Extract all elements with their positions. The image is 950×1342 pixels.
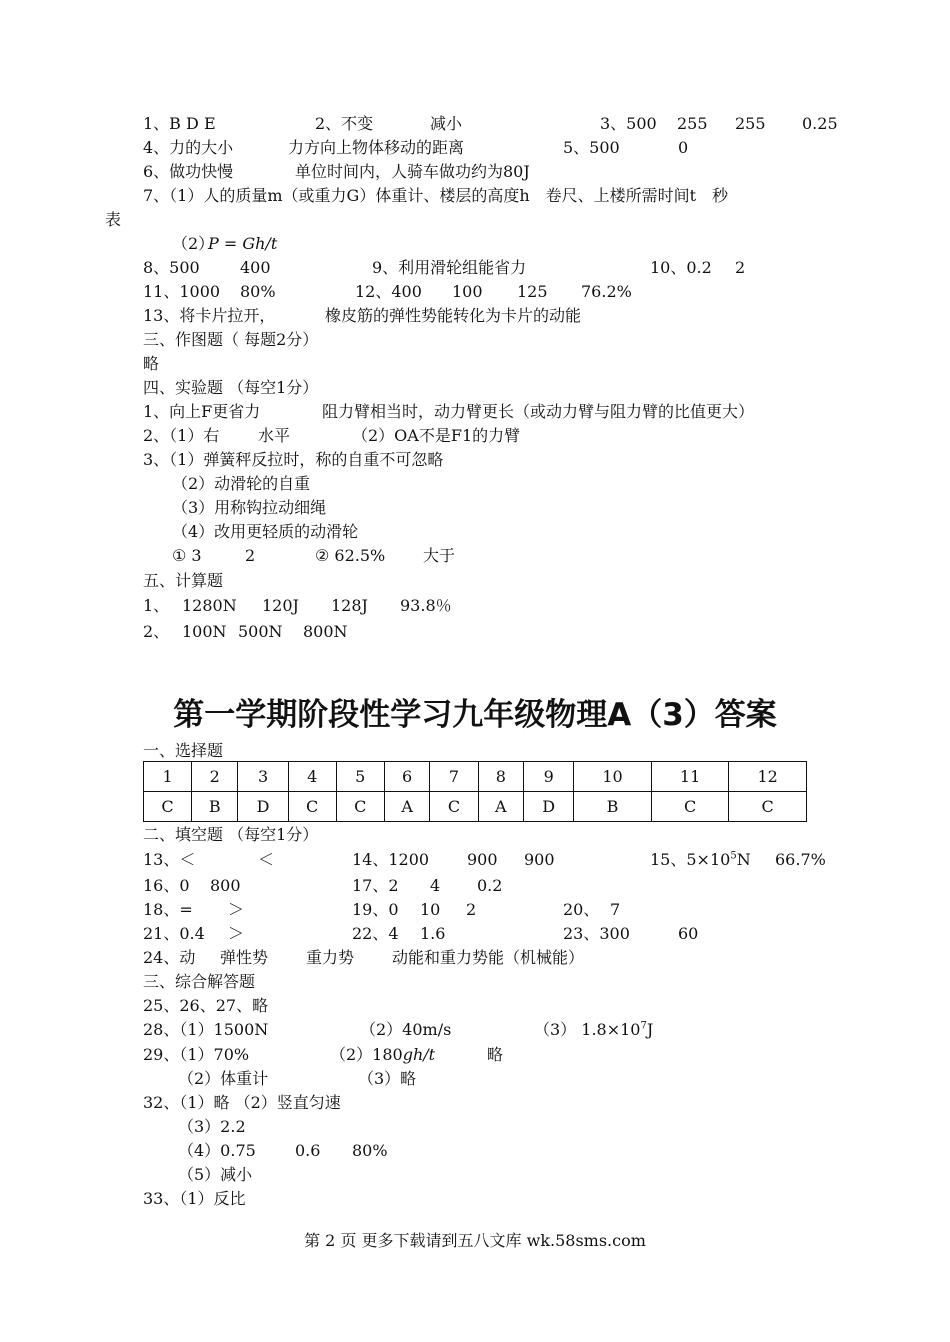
text: 900 bbox=[524, 850, 555, 869]
text: 0.25 bbox=[802, 114, 838, 133]
text: 60 bbox=[678, 924, 699, 943]
text: 128J bbox=[331, 596, 368, 615]
table-cell: 8 bbox=[478, 762, 524, 792]
text: 1280N bbox=[182, 596, 237, 615]
text: 255 bbox=[677, 114, 708, 133]
text: 1、B D E bbox=[143, 114, 216, 133]
text: 0.6 bbox=[295, 1141, 321, 1160]
table-cell: C bbox=[288, 792, 336, 822]
text: 单位时间内，人骑车做功约为80J bbox=[295, 162, 530, 181]
text: 24、动 bbox=[143, 948, 196, 967]
table-cell: 4 bbox=[288, 762, 336, 792]
text: 9、利用滑轮组能省力 bbox=[372, 258, 527, 277]
text: ② 62.5% bbox=[315, 546, 386, 565]
answer-table bbox=[143, 761, 807, 822]
text: 125 bbox=[517, 282, 548, 301]
text: 16、0 bbox=[143, 876, 190, 895]
formula: P = Gh/t bbox=[208, 234, 278, 253]
text: 14、1200 bbox=[352, 850, 430, 869]
text: 4 bbox=[430, 876, 441, 895]
section-heading: 三、作图题（ 每题2分） bbox=[143, 330, 319, 349]
text: 20、 bbox=[563, 900, 600, 919]
table-cell: C bbox=[336, 792, 384, 822]
text: 1.6 bbox=[420, 924, 446, 943]
text: 橡皮筋的弹性势能转化为卡片的动能 bbox=[325, 306, 582, 325]
text: 水平 bbox=[258, 426, 291, 445]
text: （5）减小 bbox=[178, 1165, 253, 1184]
table-cell: 2 bbox=[192, 762, 238, 792]
text: （2） bbox=[172, 234, 215, 253]
text: 120J bbox=[262, 596, 299, 615]
table-cell: 11 bbox=[651, 762, 729, 792]
table-cell: B bbox=[192, 792, 238, 822]
table-cell: 6 bbox=[384, 762, 430, 792]
text: 93.8％ bbox=[400, 596, 452, 615]
table-cell: A bbox=[384, 792, 430, 822]
text: （3）用称钩拉动细绳 bbox=[172, 498, 327, 517]
table-cell: 12 bbox=[729, 762, 807, 792]
text: 100 bbox=[452, 282, 483, 301]
text: 400 bbox=[240, 258, 271, 277]
answer-line-7-cont: 表 bbox=[105, 210, 122, 229]
text: 500N bbox=[238, 622, 283, 641]
text: （2）180gh/t bbox=[330, 1045, 436, 1064]
text: 10、0.2 bbox=[650, 258, 712, 277]
text: 800N bbox=[303, 622, 348, 641]
text: 80% bbox=[240, 282, 276, 301]
section-heading: 二、填空题 （每空1分） bbox=[143, 825, 319, 844]
text: 大于 bbox=[423, 546, 456, 565]
text: 23、300 bbox=[563, 924, 630, 943]
table-cell: C bbox=[430, 792, 478, 822]
table-row bbox=[144, 792, 807, 822]
text: （2）体重计 bbox=[178, 1069, 269, 1088]
text: 5、500 bbox=[563, 138, 620, 157]
section-heading: 四、实验题 （每空1分） bbox=[143, 378, 319, 397]
text: 3、500 bbox=[600, 114, 657, 133]
text: 800 bbox=[210, 876, 241, 895]
text: （3） $1.8\times 10^7J$ bbox=[534, 1020, 654, 1039]
section-heading: 五、计算题 bbox=[143, 571, 224, 590]
text: 76.2% bbox=[581, 282, 632, 301]
page-footer: 第 2 页 更多下载请到五八文库 wk.58sms.com bbox=[304, 1231, 646, 1250]
table-cell: 3 bbox=[238, 762, 288, 792]
text: 66.7% bbox=[775, 850, 826, 869]
section-heading: 一、选择题 bbox=[143, 741, 224, 760]
table-cell: C bbox=[144, 792, 192, 822]
text: 13、＜ bbox=[143, 850, 196, 869]
text: 29、（1）70% bbox=[143, 1045, 250, 1064]
text: 22、4 bbox=[352, 924, 399, 943]
table-cell: 5 bbox=[336, 762, 384, 792]
answer-line-7: 7、（1）人的质量m（或重力G）体重计、楼层的高度h 卷尺、上楼所需时间t 秒 bbox=[143, 186, 729, 205]
text: 6、做功快慢 bbox=[143, 162, 234, 181]
table-cell: 9 bbox=[524, 762, 574, 792]
text: 7 bbox=[610, 900, 621, 919]
text: 2、不变 bbox=[315, 114, 374, 133]
table-cell: 1 bbox=[144, 762, 192, 792]
text: 动能和重力势能（机械能） bbox=[392, 948, 585, 967]
text: 2 bbox=[245, 546, 256, 565]
text: （3）2.2 bbox=[178, 1117, 246, 1136]
text: 2、 bbox=[143, 622, 170, 641]
table-cell: B bbox=[574, 792, 652, 822]
section-heading: 三、综合解答题 bbox=[143, 972, 256, 991]
text: 略 bbox=[143, 354, 160, 373]
text: 阻力臂相当时，动力臂更长（或动力臂与阻力臂的比值更大） bbox=[322, 402, 755, 421]
text: 8、500 bbox=[143, 258, 200, 277]
text: 80% bbox=[352, 1141, 388, 1160]
table-cell: C bbox=[729, 792, 807, 822]
table-cell: A bbox=[478, 792, 524, 822]
text: 0.2 bbox=[477, 876, 503, 895]
table-row bbox=[144, 762, 807, 792]
text: ① 3 bbox=[172, 546, 202, 565]
text: 减小 bbox=[430, 114, 463, 133]
text: 0 bbox=[678, 138, 689, 157]
text: 255 bbox=[735, 114, 766, 133]
text: 4、力的大小 bbox=[143, 138, 234, 157]
text: （2）40m/s bbox=[360, 1020, 452, 1039]
text: 11、1000 bbox=[143, 282, 221, 301]
text: 弹性势 bbox=[220, 948, 269, 967]
text: （4）改用更轻质的动滑轮 bbox=[172, 522, 359, 541]
text: 17、2 bbox=[352, 876, 399, 895]
text: 900 bbox=[467, 850, 498, 869]
text: 2 bbox=[735, 258, 746, 277]
text: ＞ bbox=[228, 900, 245, 919]
text: 25、26、27、略 bbox=[143, 996, 269, 1015]
text: （3）略 bbox=[358, 1069, 417, 1088]
text: 2 bbox=[466, 900, 477, 919]
page-title: 第一学期阶段性学习九年级物理A（3）答案 bbox=[173, 697, 777, 733]
text: 2、（1）右 bbox=[143, 426, 220, 445]
text: 21、0.4 bbox=[143, 924, 205, 943]
text: 19、0 bbox=[352, 900, 399, 919]
text: ＜ bbox=[258, 850, 275, 869]
text: 12、400 bbox=[355, 282, 422, 301]
table-cell: C bbox=[651, 792, 729, 822]
experiment-line-3: 3、（1）弹簧秤反拉时，称的自重不可忽略 bbox=[143, 450, 444, 469]
text: 1、 bbox=[143, 596, 170, 615]
text: （2）动滑轮的自重 bbox=[172, 474, 311, 493]
text: 100N bbox=[182, 622, 227, 641]
text: 重力势 bbox=[306, 948, 355, 967]
text: （4）0.75 bbox=[178, 1141, 256, 1160]
text: ＞ bbox=[228, 924, 245, 943]
text: 28、（1）1500N bbox=[143, 1020, 269, 1039]
text: 32、（1）略 （2）竖直匀速 bbox=[143, 1093, 341, 1112]
table-cell: 7 bbox=[430, 762, 478, 792]
table-cell: 10 bbox=[574, 762, 652, 792]
text: 1、向上F更省力 bbox=[143, 402, 261, 421]
text: 33、（1）反比 bbox=[143, 1189, 246, 1208]
table-cell: D bbox=[238, 792, 288, 822]
table-cell: D bbox=[524, 792, 574, 822]
text: （2）OA不是F1的力臂 bbox=[352, 426, 521, 445]
text: 力方向上物体移动的距离 bbox=[288, 138, 465, 157]
text: 18、= bbox=[143, 900, 193, 919]
text: 10 bbox=[420, 900, 441, 919]
text: 15、$5\times 10^5N$ bbox=[650, 850, 751, 869]
text: 13、将卡片拉开， bbox=[143, 306, 276, 325]
text: 略 bbox=[487, 1045, 504, 1064]
